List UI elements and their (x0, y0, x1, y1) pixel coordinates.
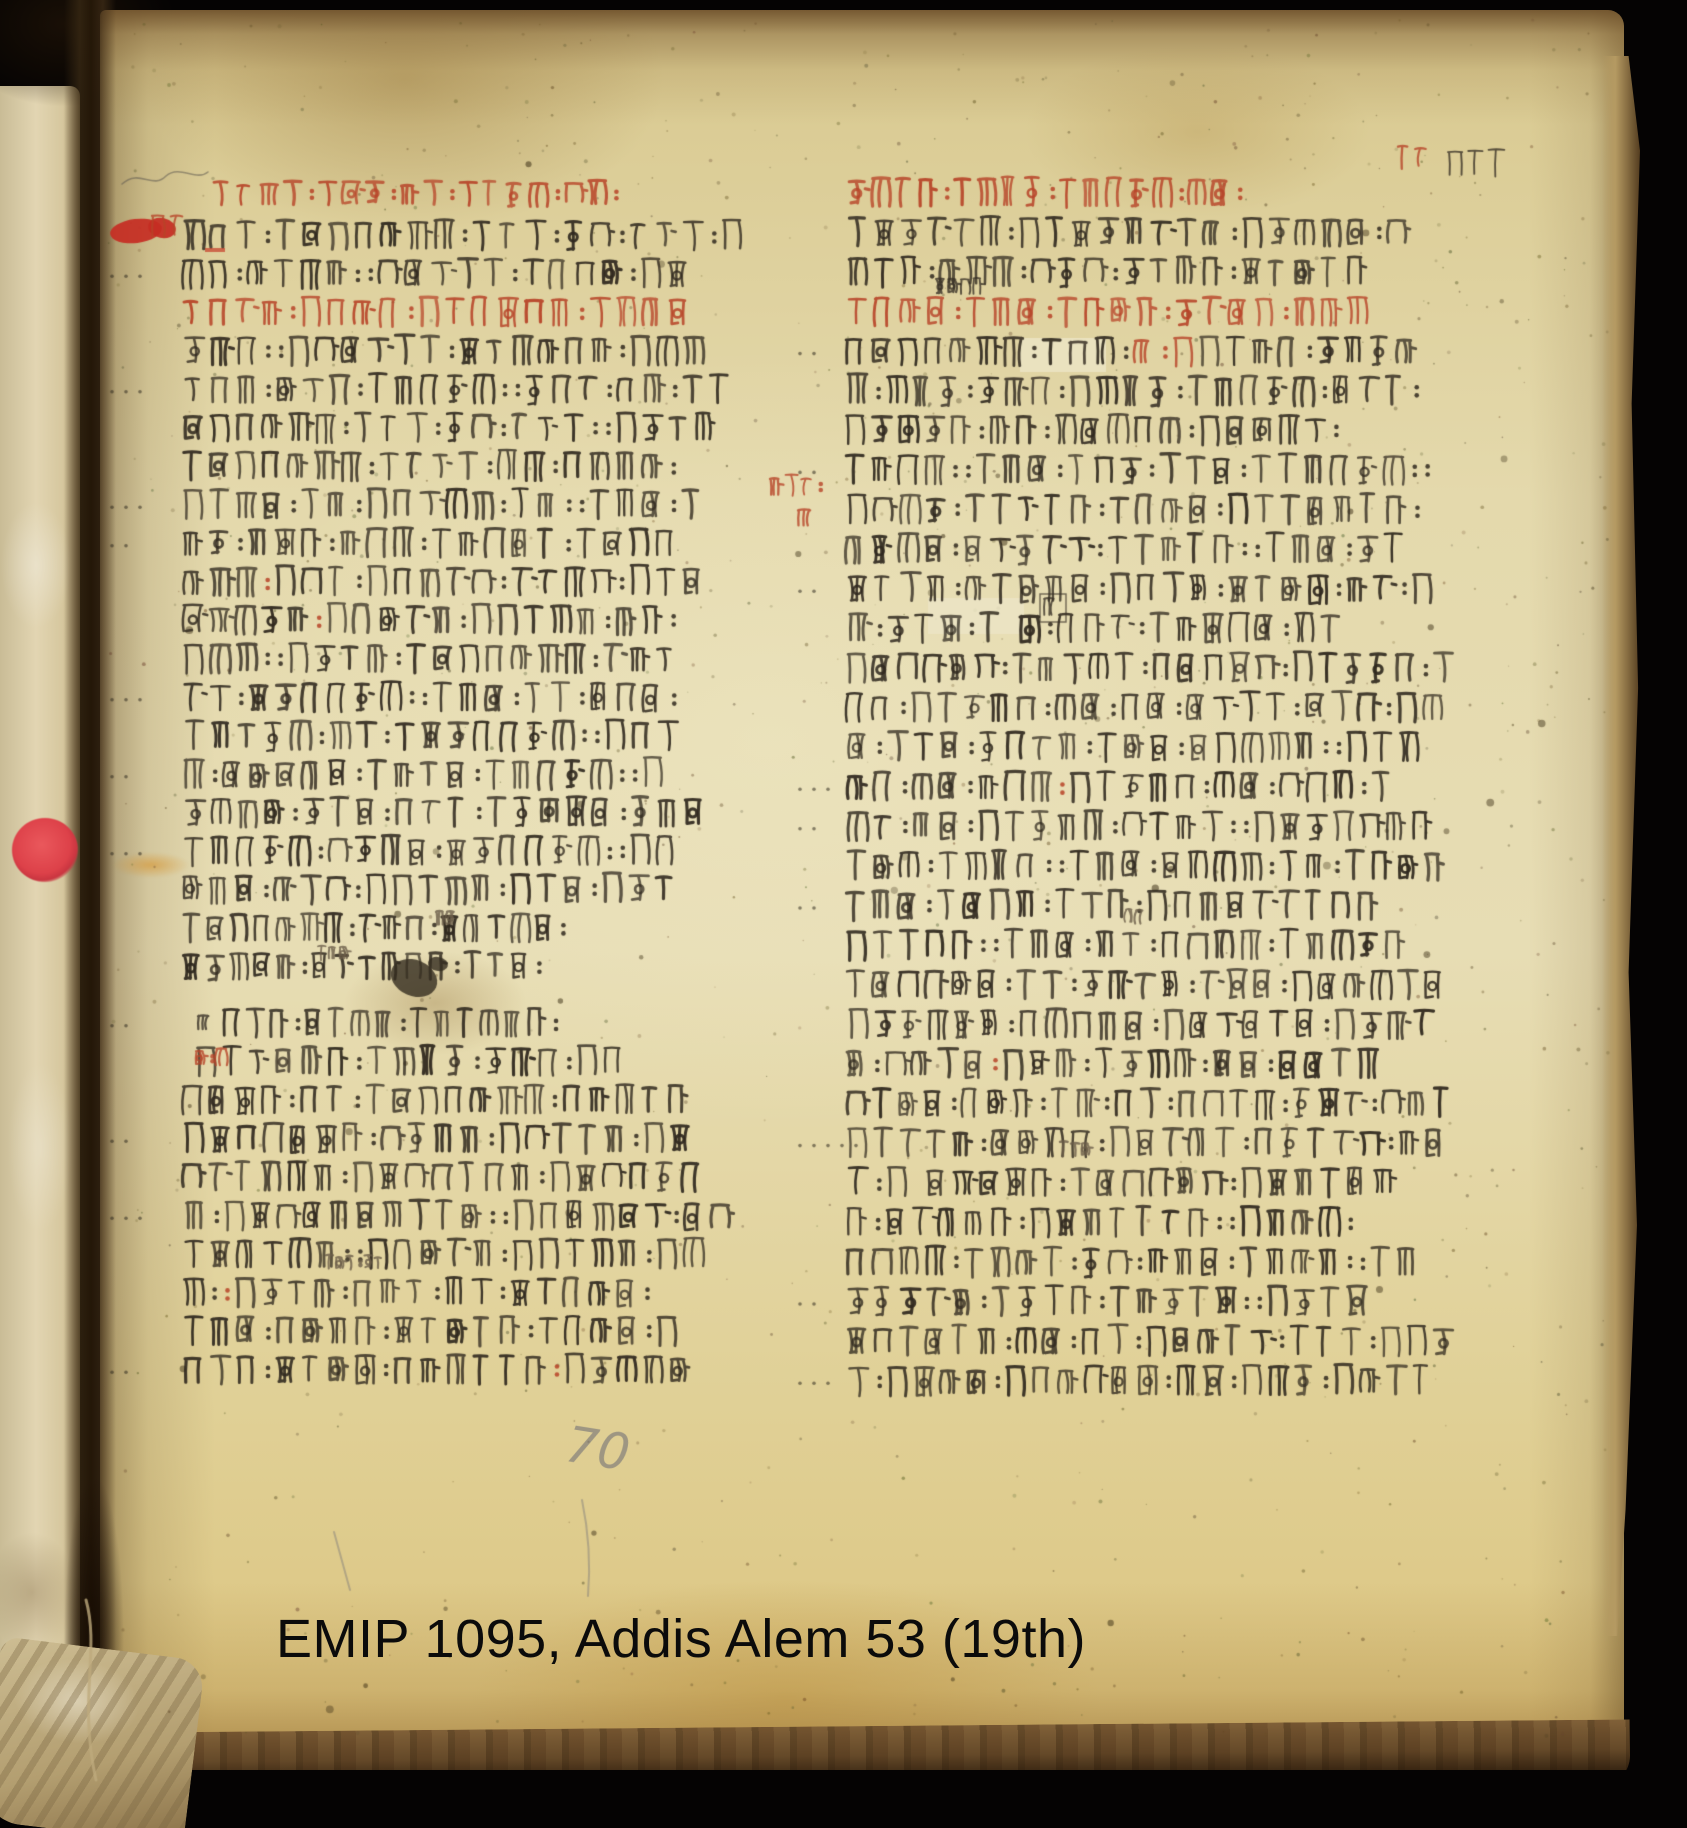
left-text-line-29 (185, 1279, 785, 1314)
right-text-line-18 (848, 852, 1460, 887)
left-text-line-3 (185, 260, 785, 295)
left-text-line-7 (185, 414, 785, 449)
right-text-line-31 (848, 1367, 1460, 1402)
left-text-line-23 (199, 1048, 799, 1083)
left-text-line-15 (185, 722, 785, 757)
left-text-line-1 (215, 183, 815, 213)
right-text-line-7 (848, 417, 1460, 452)
right-text-line-14 (848, 694, 1460, 729)
right-text-line-6 (848, 377, 1460, 412)
left-text-column (185, 176, 797, 1416)
left-text-line-17 (185, 799, 785, 834)
right-text-column (848, 172, 1466, 1412)
left-text-line-16 (185, 761, 785, 796)
left-text-line-14 (185, 684, 785, 719)
left-text-line-5 (185, 337, 785, 372)
right-text-line-28 (848, 1248, 1460, 1283)
right-text-line-5 (848, 337, 1460, 372)
right-text-line-24 (848, 1090, 1460, 1125)
left-text-line-11 (185, 568, 785, 603)
left-text-line-6 (185, 376, 785, 411)
left-text-line-13 (185, 645, 785, 680)
right-text-line-11 (848, 575, 1460, 610)
right-text-line-22 (848, 1011, 1460, 1046)
right-text-line-10 (848, 535, 1460, 570)
left-text-line-24 (185, 1087, 785, 1122)
right-text-line-9 (848, 496, 1460, 531)
right-text-line-12 (848, 615, 1460, 650)
right-text-line-17 (848, 813, 1460, 848)
left-text-line-25 (185, 1125, 785, 1160)
left-text-line-31 (185, 1356, 785, 1391)
left-text-line-20 (185, 915, 785, 950)
left-text-line-8 (185, 453, 785, 488)
right-text-line-2 (848, 219, 1460, 254)
right-text-line-4 (848, 298, 1460, 333)
right-text-line-13 (848, 654, 1460, 689)
right-text-line-20 (848, 931, 1460, 966)
left-text-line-12 (185, 607, 785, 642)
right-text-line-25 (848, 1129, 1460, 1164)
left-text-line-19 (185, 876, 785, 911)
left-text-line-10 (185, 530, 785, 565)
right-text-line-26 (848, 1169, 1460, 1204)
right-text-line-21 (848, 971, 1460, 1006)
left-text-line-22 (225, 1010, 825, 1045)
left-text-line-21 (185, 953, 785, 988)
left-text-line-4 (185, 299, 785, 334)
left-text-line-9 (185, 491, 785, 526)
left-text-line-26 (185, 1164, 785, 1199)
left-text-line-2 (185, 222, 785, 257)
right-text-line-1 (848, 179, 1460, 214)
folio-pencil-number: 70 (561, 1415, 634, 1483)
right-text-line-30 (848, 1327, 1460, 1362)
right-text-line-27 (848, 1209, 1460, 1244)
right-text-line-16 (848, 773, 1460, 808)
right-text-line-3 (848, 258, 1460, 293)
left-text-line-30 (185, 1318, 785, 1353)
right-text-line-23 (848, 1050, 1460, 1085)
left-text-line-27 (185, 1202, 785, 1237)
right-text-line-15 (848, 733, 1460, 768)
right-text-line-29 (848, 1288, 1460, 1323)
left-text-line-18 (185, 838, 785, 873)
caption: EMIP 1095, Addis Alem 53 (19th) (276, 1609, 1086, 1669)
right-text-line-8 (848, 456, 1460, 491)
right-text-line-19 (848, 892, 1460, 927)
left-text-line-28 (185, 1241, 785, 1276)
